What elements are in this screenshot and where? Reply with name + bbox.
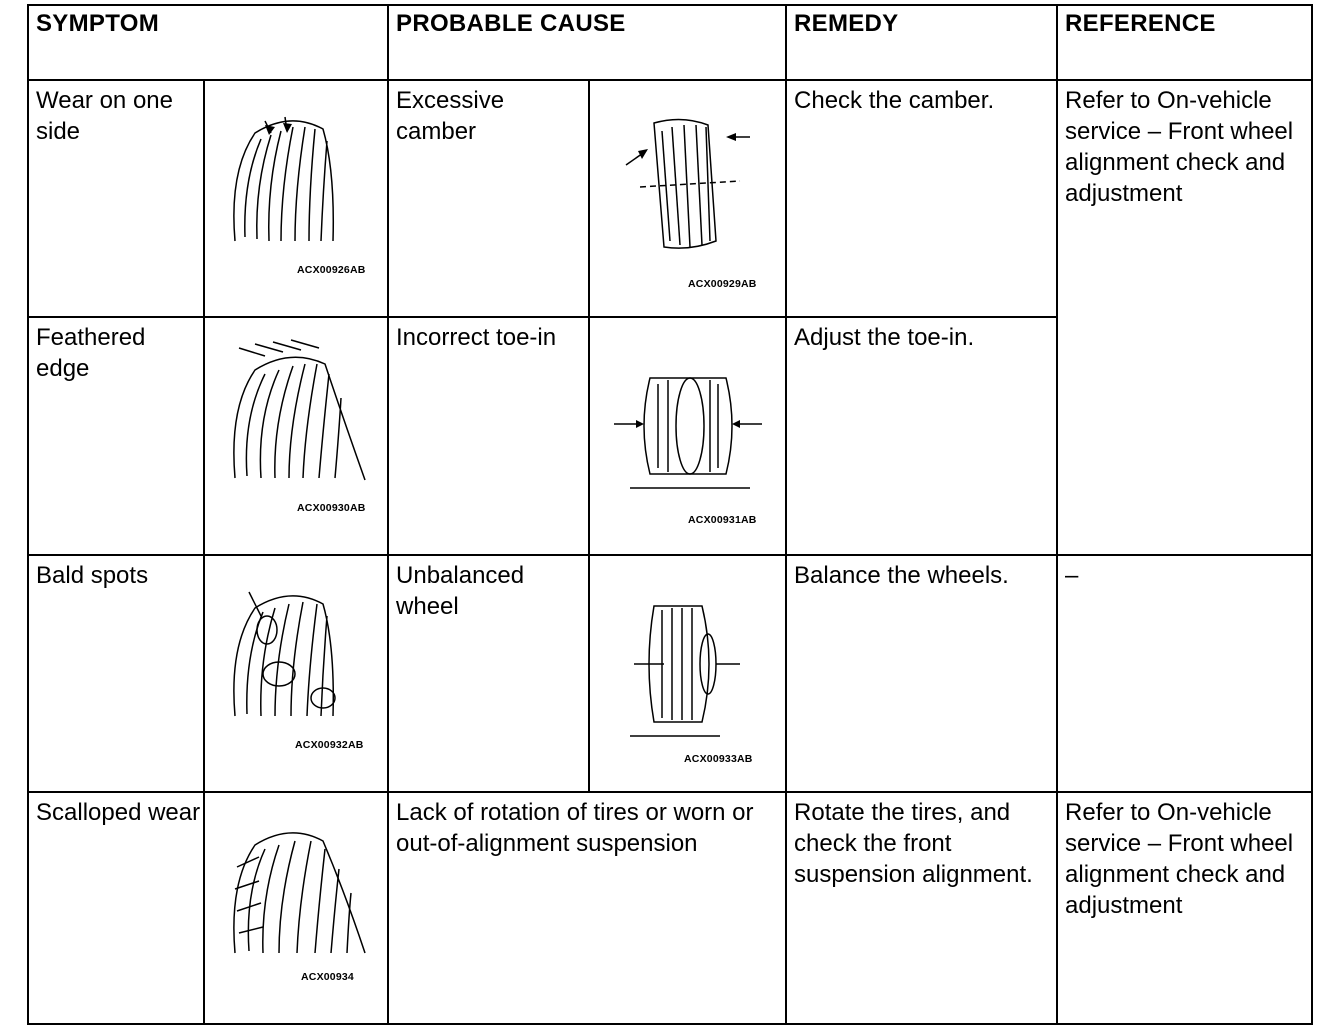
symptom-illustration-cell [204, 555, 388, 792]
tire-feathered-edge-illustration [205, 318, 389, 550]
tire-scalloped-wear-illustration [205, 793, 389, 1019]
header-symptom: SYMPTOM [28, 5, 388, 80]
symptom-illustration-cell [204, 80, 388, 317]
figure-code: ACX00929AB [688, 278, 757, 290]
symptom-cell: Wear on one side [28, 80, 204, 317]
header-row [28, 5, 1312, 80]
figure-code: ACX00933AB [684, 753, 753, 765]
header-probable-cause: PROBABLE CAUSE [388, 5, 786, 80]
figure-code: ACX00934 [301, 971, 354, 983]
header-reference: REFERENCE [1057, 5, 1312, 80]
cause-illustration-cell [589, 80, 786, 317]
symptom-illustration-cell [204, 792, 388, 1024]
symptom-illustration-cell [204, 317, 388, 555]
cause-cell: Unbalanced wheel [388, 555, 589, 792]
cause-cell: Incorrect toe-in [388, 317, 589, 555]
reference-cell: Refer to On-vehicle service – Front wheel alignment check and adjustment [1057, 80, 1312, 555]
cause-cell: Excessive camber [388, 80, 589, 317]
header-remedy: REMEDY [786, 5, 1057, 80]
table-row [28, 555, 1312, 792]
remedy-cell: Check the camber. [786, 80, 1057, 317]
remedy-cell: Rotate the tires, and check the front suspension alignment. [786, 792, 1057, 1024]
tire-wear-one-side-illustration [205, 81, 389, 312]
tire-bald-spots-illustration [205, 556, 389, 787]
symptom-cell: Bald spots [28, 555, 204, 792]
symptom-cell: Scalloped wear [28, 792, 204, 1024]
cause-illustration-cell [589, 555, 786, 792]
reference-cell: Refer to On-vehicle service – Front wheel alignment check and adjustment [1057, 792, 1312, 1024]
troubleshooting-table [27, 4, 1313, 1025]
figure-code: ACX00930AB [297, 502, 366, 514]
symptom-cell: Feathered edge [28, 317, 204, 555]
figure-code: ACX00932AB [295, 739, 364, 751]
remedy-cell: Adjust the toe-in. [786, 317, 1057, 555]
reference-cell: – [1057, 555, 1312, 792]
remedy-cell: Balance the wheels. [786, 555, 1057, 792]
cause-illustration-cell [589, 317, 786, 555]
figure-code: ACX00931AB [688, 514, 757, 526]
table-row [28, 792, 1312, 1024]
figure-code: ACX00926AB [297, 264, 366, 276]
cause-cell: Lack of rotation of tires or worn or out-of-alignment suspension [388, 792, 786, 1024]
table-row [28, 80, 1312, 317]
